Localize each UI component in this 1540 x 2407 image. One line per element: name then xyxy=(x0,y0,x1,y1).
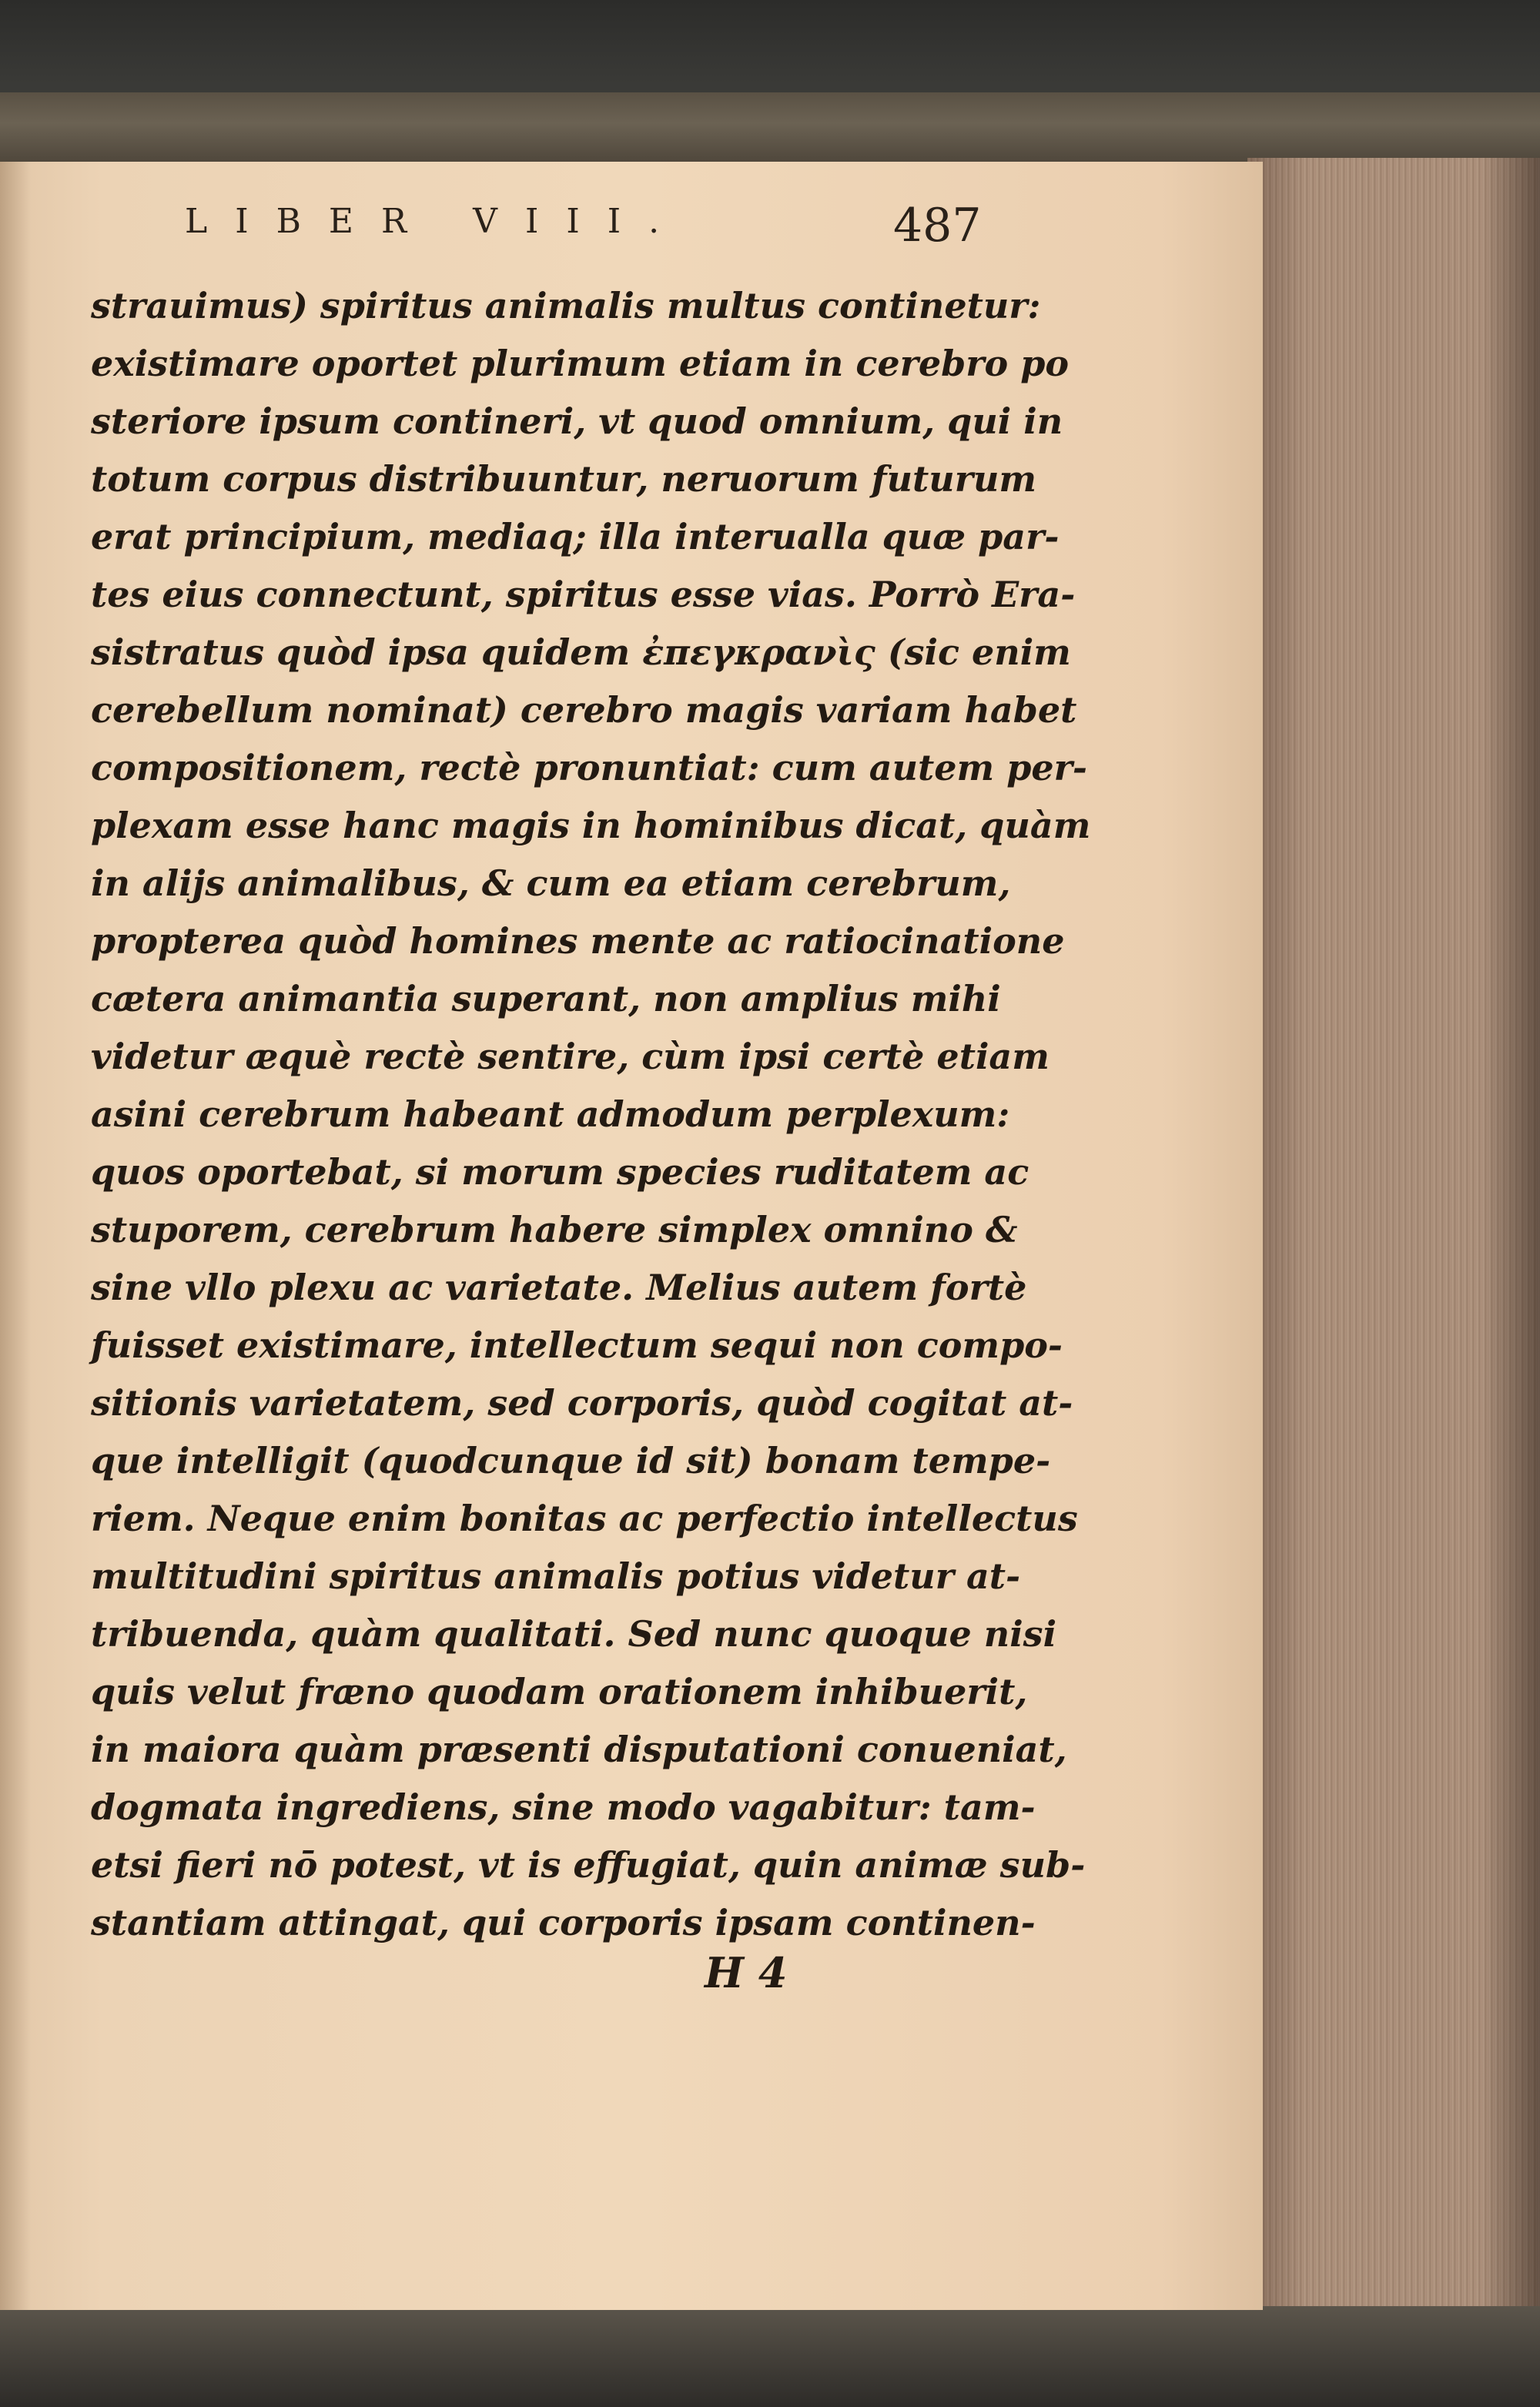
text-line: fuisset existimare, intellectum sequi non compo- xyxy=(91,1324,1063,1366)
text-line: videtur æquè rectè sentire, cùm ipsi certè etiam xyxy=(91,1036,1050,1077)
fore-edge-shading xyxy=(1247,158,1540,2306)
text-line: multitudini spiritus animalis potius videtur at- xyxy=(91,1555,1021,1597)
text-line: sistratus quòd ipsa quidem ἐπεγκρανὶς (sic enim xyxy=(91,631,1071,673)
text-line: stuporem, cerebrum habere simplex omnino & xyxy=(91,1209,1018,1250)
text-line: cerebellum nominat) cerebro magis variam habet xyxy=(91,689,1077,731)
text-line: etsi fieri nō potest, vt is effugiat, quin animæ sub- xyxy=(91,1844,1086,1886)
text-line: cætera animantia superant, non amplius mihi xyxy=(91,978,1001,1019)
text-line: tribuenda, quàm qualitati. Sed nunc quoque nisi xyxy=(91,1613,1057,1655)
text-line: quos oportebat, si morum species ruditatem ac xyxy=(91,1151,1029,1193)
text-line: que intelligit (quodcunque id sit) bonam tempe- xyxy=(91,1440,1051,1481)
text-line: tes eius connectunt, spiritus esse vias. Porrò Era- xyxy=(91,574,1076,615)
text-line: sine vllo plexu ac varietate. Melius autem fortè xyxy=(91,1267,1027,1308)
text-line: dogmata ingrediens, sine modo vagabitur: tam- xyxy=(91,1786,1036,1828)
text-line: steriore ipsum contineri, vt quod omnium, qui in xyxy=(91,400,1063,442)
text-line: propterea quòd homines mente ac ratiocinatione xyxy=(91,920,1065,962)
text-line: quis velut fræno quodam orationem inhibuerit, xyxy=(91,1671,1028,1712)
running-head: LIBER VIII. xyxy=(185,202,688,241)
text-line: sitionis varietatem, sed corporis, quòd cogitat at- xyxy=(91,1382,1073,1424)
text-line: strauimus) spiritus animalis multus continetur: xyxy=(91,285,1041,326)
text-block xyxy=(91,277,1091,1952)
page-gutter-shadow xyxy=(0,162,31,2310)
text-line: plexam esse hanc magis in hominibus dicat, quàm xyxy=(91,805,1091,846)
text-line: totum corpus distribuuntur, neruorum futurum xyxy=(91,458,1037,500)
signature-mark: H 4 xyxy=(705,1948,788,1997)
page-number: 487 xyxy=(893,199,982,253)
text-line: compositionem, rectè pronuntiat: cum autem per- xyxy=(91,747,1087,788)
text-line: stantiam attingat, qui corporis ipsam continen- xyxy=(91,1902,1036,1943)
text-line: in alijs animalibus, & cum ea etiam cerebrum, xyxy=(91,862,1011,904)
text-line: erat principium, mediaq; illa interualla quæ par- xyxy=(91,516,1060,557)
text-line: existimare oportet plurimum etiam in cerebro po xyxy=(91,343,1070,384)
text-line: riem. Neque enim bonitas ac perfectio intellectus xyxy=(91,1498,1078,1539)
text-line: in maiora quàm præsenti disputationi conueniat, xyxy=(91,1729,1067,1770)
text-line: asini cerebrum habeant admodum perplexum: xyxy=(91,1093,1010,1135)
